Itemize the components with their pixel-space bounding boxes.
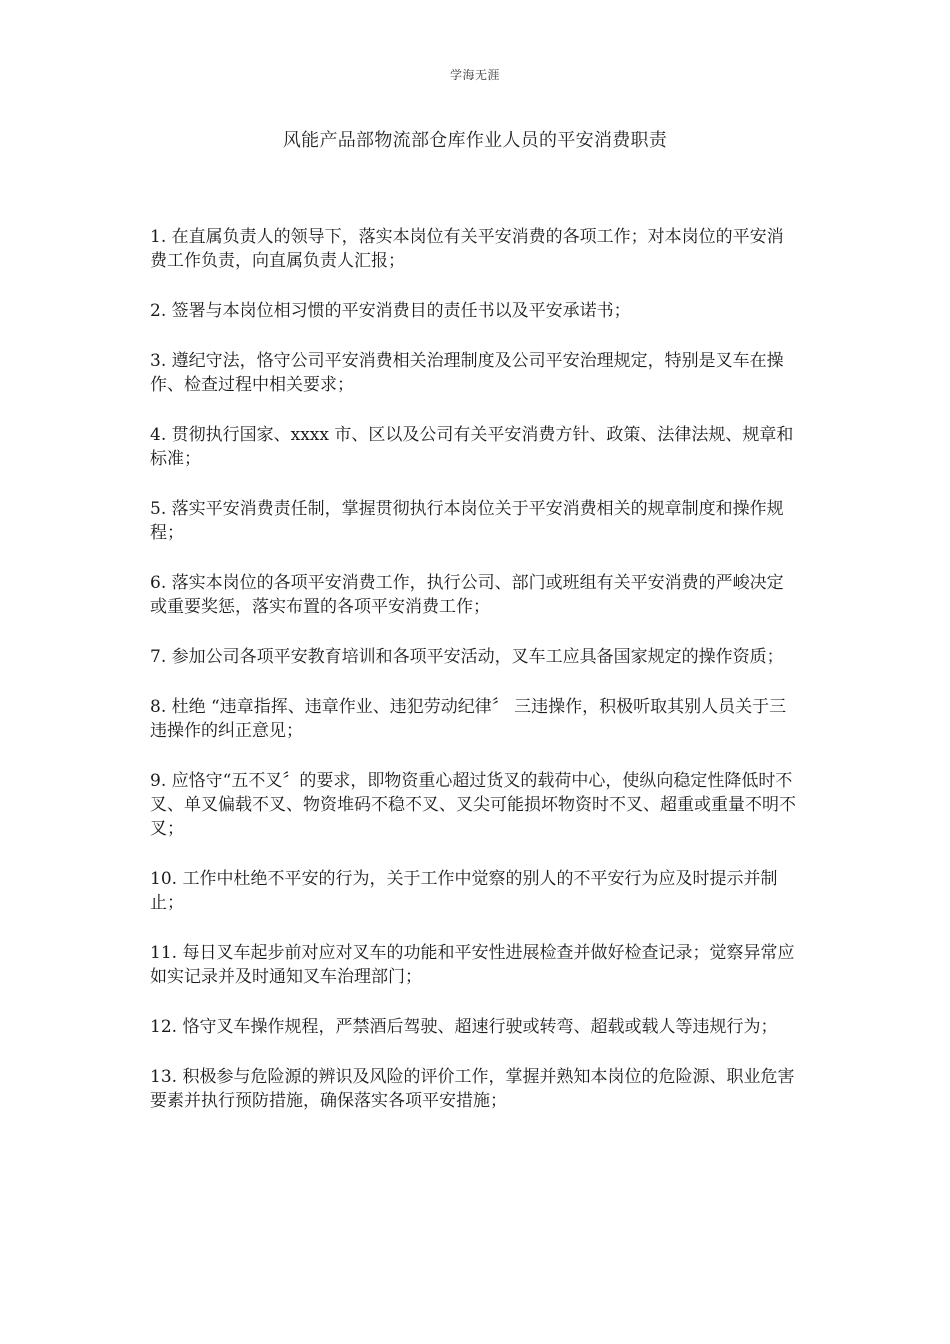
duty-item-13: 13. 积极参与危险源的辨识及风险的评价工作，掌握并熟知本岗位的危险源、职业危害要素并执行预防措施，确保落实各项平安措施； (150, 1067, 795, 1111)
duty-item-6: 6. 落实本岗位的各项平安消费工作，执行公司、部门或班组有关平安消费的严峻决定或重要奖惩，落实布置的各项平安消费工作； (150, 573, 784, 617)
duty-item-2: 2. 签署与本岗位相习惯的平安消费目的责任书以及平安承诺书； (150, 301, 631, 321)
duty-item-7: 7. 参加公司各项平安教育培训和各项平安活动，叉车工应具备国家规定的操作资质； (150, 647, 784, 667)
duty-item-3: 3. 遵纪守法，恪守公司平安消费相关治理制度及公司平安治理规定，特别是叉车在操作、检查过程中相关要求； (150, 351, 784, 395)
duty-item-12: 12. 恪守叉车操作规程，严禁酒后驾驶、超速行驶或转弯、超载或载人等违规行为； (150, 1017, 778, 1037)
duty-item-9: 9. 应恪守“五不叉〞的要求，即物资重心超过货叉的载荷中心，使纵向稳定性降低时不叉、单叉偏载不叉、物资堆码不稳不叉、叉尖可能损坏物资时不叉、超重或重量不明不叉； (150, 771, 796, 839)
duty-item-4: 4. 贯彻执行国家、xxxx 市、区以及公司有关平安消费方针、政策、法律法规、规章和标准； (150, 425, 794, 469)
document-body (150, 225, 800, 1139)
duty-item-8: 8. 杜绝 “违章指挥、违章作业、违犯劳动纪律〞 三违操作，积极听取其别人员关于三违操作的纠正意见； (150, 697, 787, 741)
document-title: 风能产品部物流部仓库作业人员的平安消费职责 (282, 130, 668, 151)
duty-item-11: 11. 每日叉车起步前对应对叉车的功能和平安性进展检查并做好检查记录；觉察异常应如实记录并及时通知叉车治理部门； (150, 943, 795, 987)
duty-item-5: 5. 落实平安消费责任制，掌握贯彻执行本岗位关于平安消费相关的规章制度和操作规程； (150, 499, 784, 543)
duty-item-10: 10. 工作中杜绝不平安的行为，关于工作中觉察的别人的不平安行为应及时提示并制止； (150, 869, 778, 913)
duty-item-1: 1. 在直属负责人的领导下，落实本岗位有关平安消费的各项工作；对本岗位的平安消费工作负责，向直属负责人汇报； (150, 227, 784, 271)
page-header: 学海无涯 (449, 68, 500, 82)
